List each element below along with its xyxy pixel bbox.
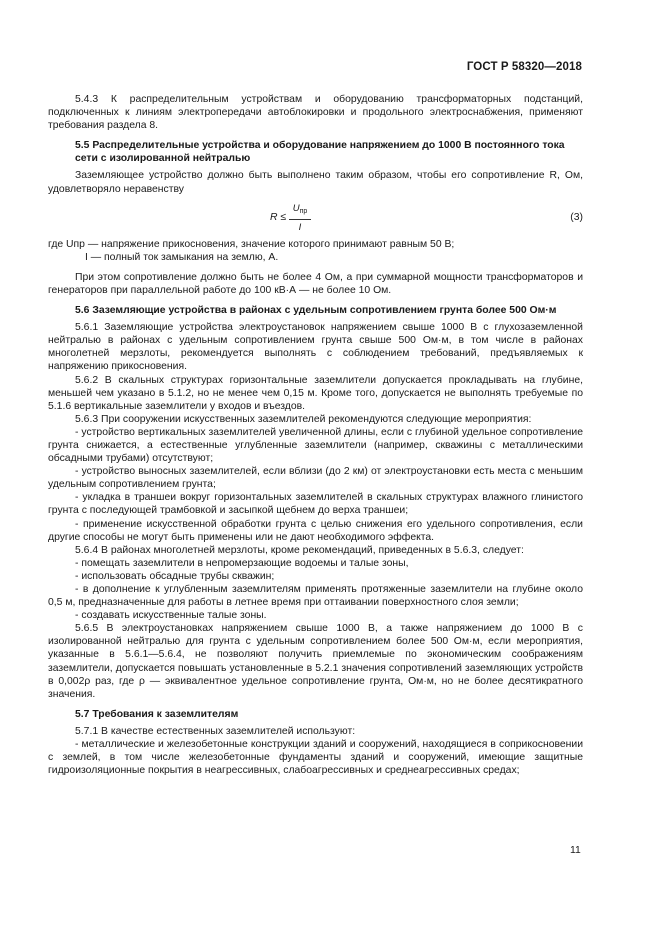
document-body xyxy=(48,93,583,777)
formula-lhs: R ≤ xyxy=(270,211,287,223)
paragraph-5-6-5: 5.6.5 В электроустановках напряжением свыше 1000 В, а также напряжением до 1000 В с изолированной нейтралью для грунта с удельным сопротивлением более 500 Ом·м, если мероприятия, указанные в 5.6.1—5.6.4, не позволяют получить приемлемые по экономическим соображениям заземлители, допускается повышать установленные в 5.2.1 значения сопротивлений заземляющих устройств в 0,002ρ раз, где ρ — эквивалентное удельное сопротивление грунта, Ом·м, но не более десятикратного значения. xyxy=(48,623,583,700)
paragraph-5-6-1: 5.6.1 Заземляющие устройства электроустановок напряжением свыше 1000 В с глухозаземленной нейтралью в районах с удельным сопротивлением грунта свыше 500 Ом·м, в том числе в районах многолетней мерзлоты, рекомендуется выполнять с соблюдением требований, предъявляемых к напряжению прикосновения. xyxy=(48,322,583,373)
paragraph-5-6-4: 5.6.4 В районах многолетней мерзлоты, кроме рекомендаций, приведенных в 5.6.3, следует: xyxy=(75,544,524,556)
formula-number: (3) xyxy=(570,211,583,223)
paragraph-5-6-2: 5.6.2 В скальных структурах горизонтальные заземлители допускается прокладывать на глубине, меньшей чем указано в 5.1.2, но не менее чем 0,15 м. Кроме того, допускается не выполнять требуемые по 5.1.6 вертикальные заземлители у входов и въездов. xyxy=(48,374,583,412)
formula-denominator: I xyxy=(298,221,302,233)
where-line-2: I — полный ток замыкания на землю, А. xyxy=(85,251,279,263)
page-number: 11 xyxy=(570,845,581,856)
list-item: - применение искусственной обработки грунта с целью снижения его удельного сопротивления, если другие способы не могут быть применены или не дают необходимого эффекта. xyxy=(48,518,583,543)
paragraph-5-4-3: 5.4.3 К распределительным устройствам и оборудованию трансформаторных подстанций, подключенных к линиям электропередачи автоблокировки и продольного электроснабжения, применяют требования раздела 8. xyxy=(48,94,583,132)
paragraph-5-6-3: 5.6.3 При сооружении искусственных заземлителей рекомендуются следующие мероприятия: xyxy=(75,413,532,425)
list-item: - помещать заземлители в непромерзающие водоемы и талые зоны, xyxy=(75,557,409,569)
paragraph-5-5: Заземляющее устройство должно быть выполнено таким образом, чтобы его сопротивление R, Ом, удовлетворяло неравенству xyxy=(48,170,583,195)
formula-numerator: $U_{пр}$ xyxy=(289,202,311,220)
list-item: - в дополнение к углубленным заземлителям применять протяженные заземлители на глубине около 0,5 м, предназначенные для работы в летнее время при оттаивании поверхностного слоя земли; xyxy=(48,584,583,609)
standard-header: ГОСТ Р 58320—2018 xyxy=(466,61,582,73)
section-heading-5-5: 5.5 Распределительные устройства и оборудование напряжением до 1000 В постоянного тока сети с изолированной нейтралью xyxy=(75,140,565,165)
list-item: - металлические и железобетонные конструкции зданий и сооружений, находящиеся в соприкосновении с землей, в том числе железобетонные фундаменты зданий и сооружений, имеющие защитные гидроизоляционные покрытия в неагрессивных, слабоагрессивных и среднеагрессивных средах; xyxy=(48,739,583,777)
formula-fraction xyxy=(289,202,311,234)
paragraph-5-5-resistance: При этом сопротивление должно быть не более 4 Ом, а при суммарной мощности трансформаторов и генераторов при параллельной работе до 100 кВ·А — не более 10 Ом. xyxy=(48,271,583,296)
list-item: - использовать обсадные трубы скважин; xyxy=(75,570,275,582)
where-line-1: где Uпр — напряжение прикосновения, значение которого принимают равным 50 В; xyxy=(48,238,455,250)
section-heading-5-6: 5.6 Заземляющие устройства в районах с удельным сопротивлением грунта более 500 Ом·м xyxy=(75,305,557,317)
paragraph-5-7-1: 5.7.1 В качестве естественных заземлителей используют: xyxy=(75,725,356,737)
list-item: - устройство выносных заземлителей, если вблизи (до 2 км) от электроустановки есть места с меньшим удельным сопротивлением грунта; xyxy=(48,466,583,491)
list-item: - устройство вертикальных заземлителей увеличенной длины, если с глубиной удельное сопротивление грунта снижается, а естественные углубленные заземлители (например, скважины с металлическими обсадными трубами) отсутствуют; xyxy=(48,426,583,465)
section-heading-5-7: 5.7 Требования к заземлителям xyxy=(75,708,239,720)
formula-3 xyxy=(48,200,583,234)
list-item: - укладка в траншеи вокруг горизонтальных заземлителей в скальных структурах влажного глинистого грунта с последующей трамбовкой и засыпкой щебнем до верха траншеи; xyxy=(48,492,583,517)
list-item: - создавать искусственные талые зоны. xyxy=(75,610,267,622)
